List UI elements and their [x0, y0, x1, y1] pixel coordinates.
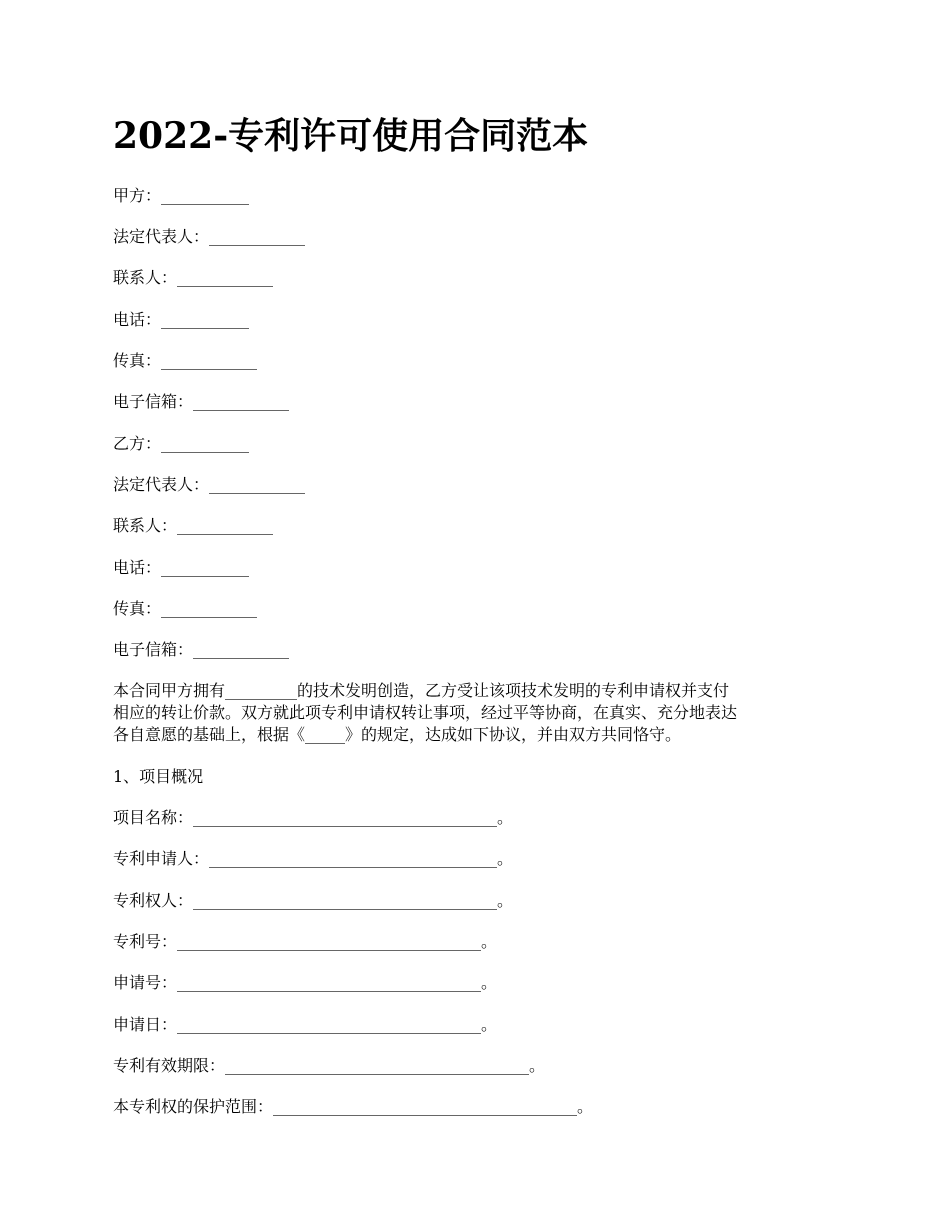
party-a-legal-rep: 法定代表人：____________: [113, 227, 306, 246]
party-a-email: 电子信箱：____________: [113, 392, 290, 411]
patent-validity-field: 专利有效期限：______________________________________。: [113, 1056, 546, 1075]
patent-number-field: 专利号：______________________________________。: [113, 932, 498, 951]
party-b-contact: 联系人：____________: [113, 516, 274, 535]
intro-paragraph-line-2: 相应的转让价款。双方就此项专利申请权转让事项，经过平等协商，在真实、充分地表达: [113, 703, 738, 722]
document-title: 2022-专利许可使用合同范本: [113, 115, 589, 157]
protection-scope-field: 本专利权的保护范围：______________________________________。: [113, 1097, 594, 1116]
project-name-field: 项目名称：______________________________________。: [113, 808, 514, 827]
intro-paragraph-line-1: 本合同甲方拥有_________的技术发明创造，乙方受让该项技术发明的专利申请权并支付: [113, 681, 730, 700]
party-a-fax: 传真：____________: [113, 351, 258, 370]
section-1-heading: 1、项目概况: [113, 767, 204, 786]
intro-paragraph-line-3: 各自意愿的基础上，根据《_____》的规定，达成如下协议，并由双方共同恪守。: [113, 725, 682, 744]
party-b-phone: 电话：___________: [113, 558, 250, 577]
party-b-legal-rep: 法定代表人：____________: [113, 475, 306, 494]
party-b-name: 乙方：___________: [113, 434, 250, 453]
party-a-phone: 电话：___________: [113, 310, 250, 329]
patent-applicant-field: 专利申请人：____________________________________。: [113, 849, 514, 868]
patent-holder-field: 专利权人：______________________________________。: [113, 891, 514, 910]
party-a-contact: 联系人：____________: [113, 268, 274, 287]
party-b-fax: 传真：____________: [113, 599, 258, 618]
application-number-field: 申请号：______________________________________。: [113, 973, 498, 992]
party-b-email: 电子信箱：____________: [113, 640, 290, 659]
application-date-field: 申请日：______________________________________。: [113, 1015, 498, 1034]
party-a-name: 甲方：___________: [113, 186, 250, 205]
